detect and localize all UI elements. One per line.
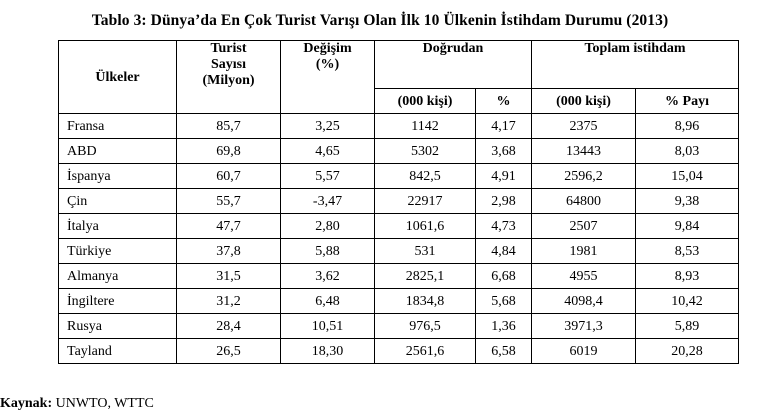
cell-direct-pct: 1,36 [476, 314, 532, 339]
table-row [59, 189, 739, 214]
header-change [281, 41, 375, 114]
cell-total-share: 8,03 [636, 139, 739, 164]
cell-direct-pct: 5,68 [476, 289, 532, 314]
cell-country: İtalya [59, 214, 177, 239]
cell-direct-thousand: 1061,6 [375, 214, 476, 239]
header-direct-thousand: (000 kişi) [375, 89, 476, 114]
cell-country: Almanya [59, 264, 177, 289]
cell-tourists: 26,5 [177, 339, 281, 364]
cell-direct-pct: 4,17 [476, 114, 532, 139]
cell-direct-thousand: 1142 [375, 114, 476, 139]
cell-direct-pct: 6,68 [476, 264, 532, 289]
cell-direct-pct: 2,98 [476, 189, 532, 214]
cell-tourists: 85,7 [177, 114, 281, 139]
cell-change: 2,80 [281, 214, 375, 239]
cell-tourists: 47,7 [177, 214, 281, 239]
cell-total-thousand: 2375 [532, 114, 636, 139]
cell-tourists: 31,2 [177, 289, 281, 314]
cell-total-share: 5,89 [636, 314, 739, 339]
cell-change: 5,88 [281, 239, 375, 264]
cell-total-thousand: 2596,2 [532, 164, 636, 189]
cell-total-thousand: 64800 [532, 189, 636, 214]
cell-country: Tayland [59, 339, 177, 364]
source-note [0, 396, 154, 412]
table-row [59, 289, 739, 314]
table-row [59, 239, 739, 264]
header-change-line1: Değişim [303, 41, 352, 56]
header-total-share: % Payı [636, 89, 739, 114]
cell-tourists: 69,8 [177, 139, 281, 164]
cell-total-thousand: 13443 [532, 139, 636, 164]
cell-direct-thousand: 1834,8 [375, 289, 476, 314]
source-text: UNWTO, WTTC [52, 396, 154, 411]
header-tourists-line2: Sayısı [210, 57, 246, 72]
cell-tourists: 31,5 [177, 264, 281, 289]
cell-direct-thousand: 842,5 [375, 164, 476, 189]
cell-direct-thousand: 2561,6 [375, 339, 476, 364]
cell-total-thousand: 4955 [532, 264, 636, 289]
cell-change: 3,62 [281, 264, 375, 289]
cell-change: -3,47 [281, 189, 375, 214]
header-country: Ülkeler [59, 41, 177, 114]
cell-total-thousand: 4098,4 [532, 289, 636, 314]
cell-country: Rusya [59, 314, 177, 339]
header-tourists [177, 41, 281, 114]
cell-tourists: 60,7 [177, 164, 281, 189]
cell-direct-thousand: 531 [375, 239, 476, 264]
header-total-thousand: (000 kişi) [532, 89, 636, 114]
cell-total-share: 9,38 [636, 189, 739, 214]
cell-country: İngiltere [59, 289, 177, 314]
cell-direct-pct: 4,84 [476, 239, 532, 264]
cell-direct-pct: 4,91 [476, 164, 532, 189]
cell-total-share: 20,28 [636, 339, 739, 364]
cell-country: Fransa [59, 114, 177, 139]
table-row [59, 114, 739, 139]
cell-total-thousand: 2507 [532, 214, 636, 239]
cell-change: 10,51 [281, 314, 375, 339]
cell-direct-pct: 4,73 [476, 214, 532, 239]
header-row-1 [59, 41, 739, 89]
table-row [59, 339, 739, 364]
cell-total-share: 9,84 [636, 214, 739, 239]
cell-total-share: 8,96 [636, 114, 739, 139]
cell-change: 5,57 [281, 164, 375, 189]
cell-total-thousand: 6019 [532, 339, 636, 364]
header-tourists-line1: Turist [210, 41, 247, 56]
table-title: Tablo 3: Dünya’da En Çok Turist Varışı Olan İlk 10 Ülkenin İstihdam Durumu (2013) [91, 12, 669, 29]
cell-country: ABD [59, 139, 177, 164]
cell-direct-thousand: 976,5 [375, 314, 476, 339]
cell-direct-pct: 6,58 [476, 339, 532, 364]
table-row [59, 164, 739, 189]
cell-country: Çin [59, 189, 177, 214]
cell-direct-pct: 3,68 [476, 139, 532, 164]
cell-direct-thousand: 5302 [375, 139, 476, 164]
table-row [59, 139, 739, 164]
cell-country: Türkiye [59, 239, 177, 264]
header-change-line2: (%) [315, 57, 340, 72]
header-total: Toplam istihdam [532, 41, 739, 89]
cell-direct-thousand: 22917 [375, 189, 476, 214]
cell-total-share: 8,53 [636, 239, 739, 264]
header-tourists-line3: (Milyon) [202, 73, 255, 88]
cell-change: 18,30 [281, 339, 375, 364]
source-label: Kaynak: [0, 396, 53, 411]
header-direct-pct: % [476, 89, 532, 114]
cell-change: 4,65 [281, 139, 375, 164]
employment-table [58, 40, 739, 364]
table-row [59, 214, 739, 239]
cell-direct-thousand: 2825,1 [375, 264, 476, 289]
cell-change: 3,25 [281, 114, 375, 139]
cell-tourists: 37,8 [177, 239, 281, 264]
cell-total-share: 10,42 [636, 289, 739, 314]
table-row [59, 264, 739, 289]
cell-total-thousand: 1981 [532, 239, 636, 264]
cell-change: 6,48 [281, 289, 375, 314]
table-row [59, 314, 739, 339]
cell-total-thousand: 3971,3 [532, 314, 636, 339]
cell-tourists: 55,7 [177, 189, 281, 214]
cell-tourists: 28,4 [177, 314, 281, 339]
cell-total-share: 15,04 [636, 164, 739, 189]
cell-country: İspanya [59, 164, 177, 189]
header-direct: Doğrudan [375, 41, 532, 89]
cell-total-share: 8,93 [636, 264, 739, 289]
